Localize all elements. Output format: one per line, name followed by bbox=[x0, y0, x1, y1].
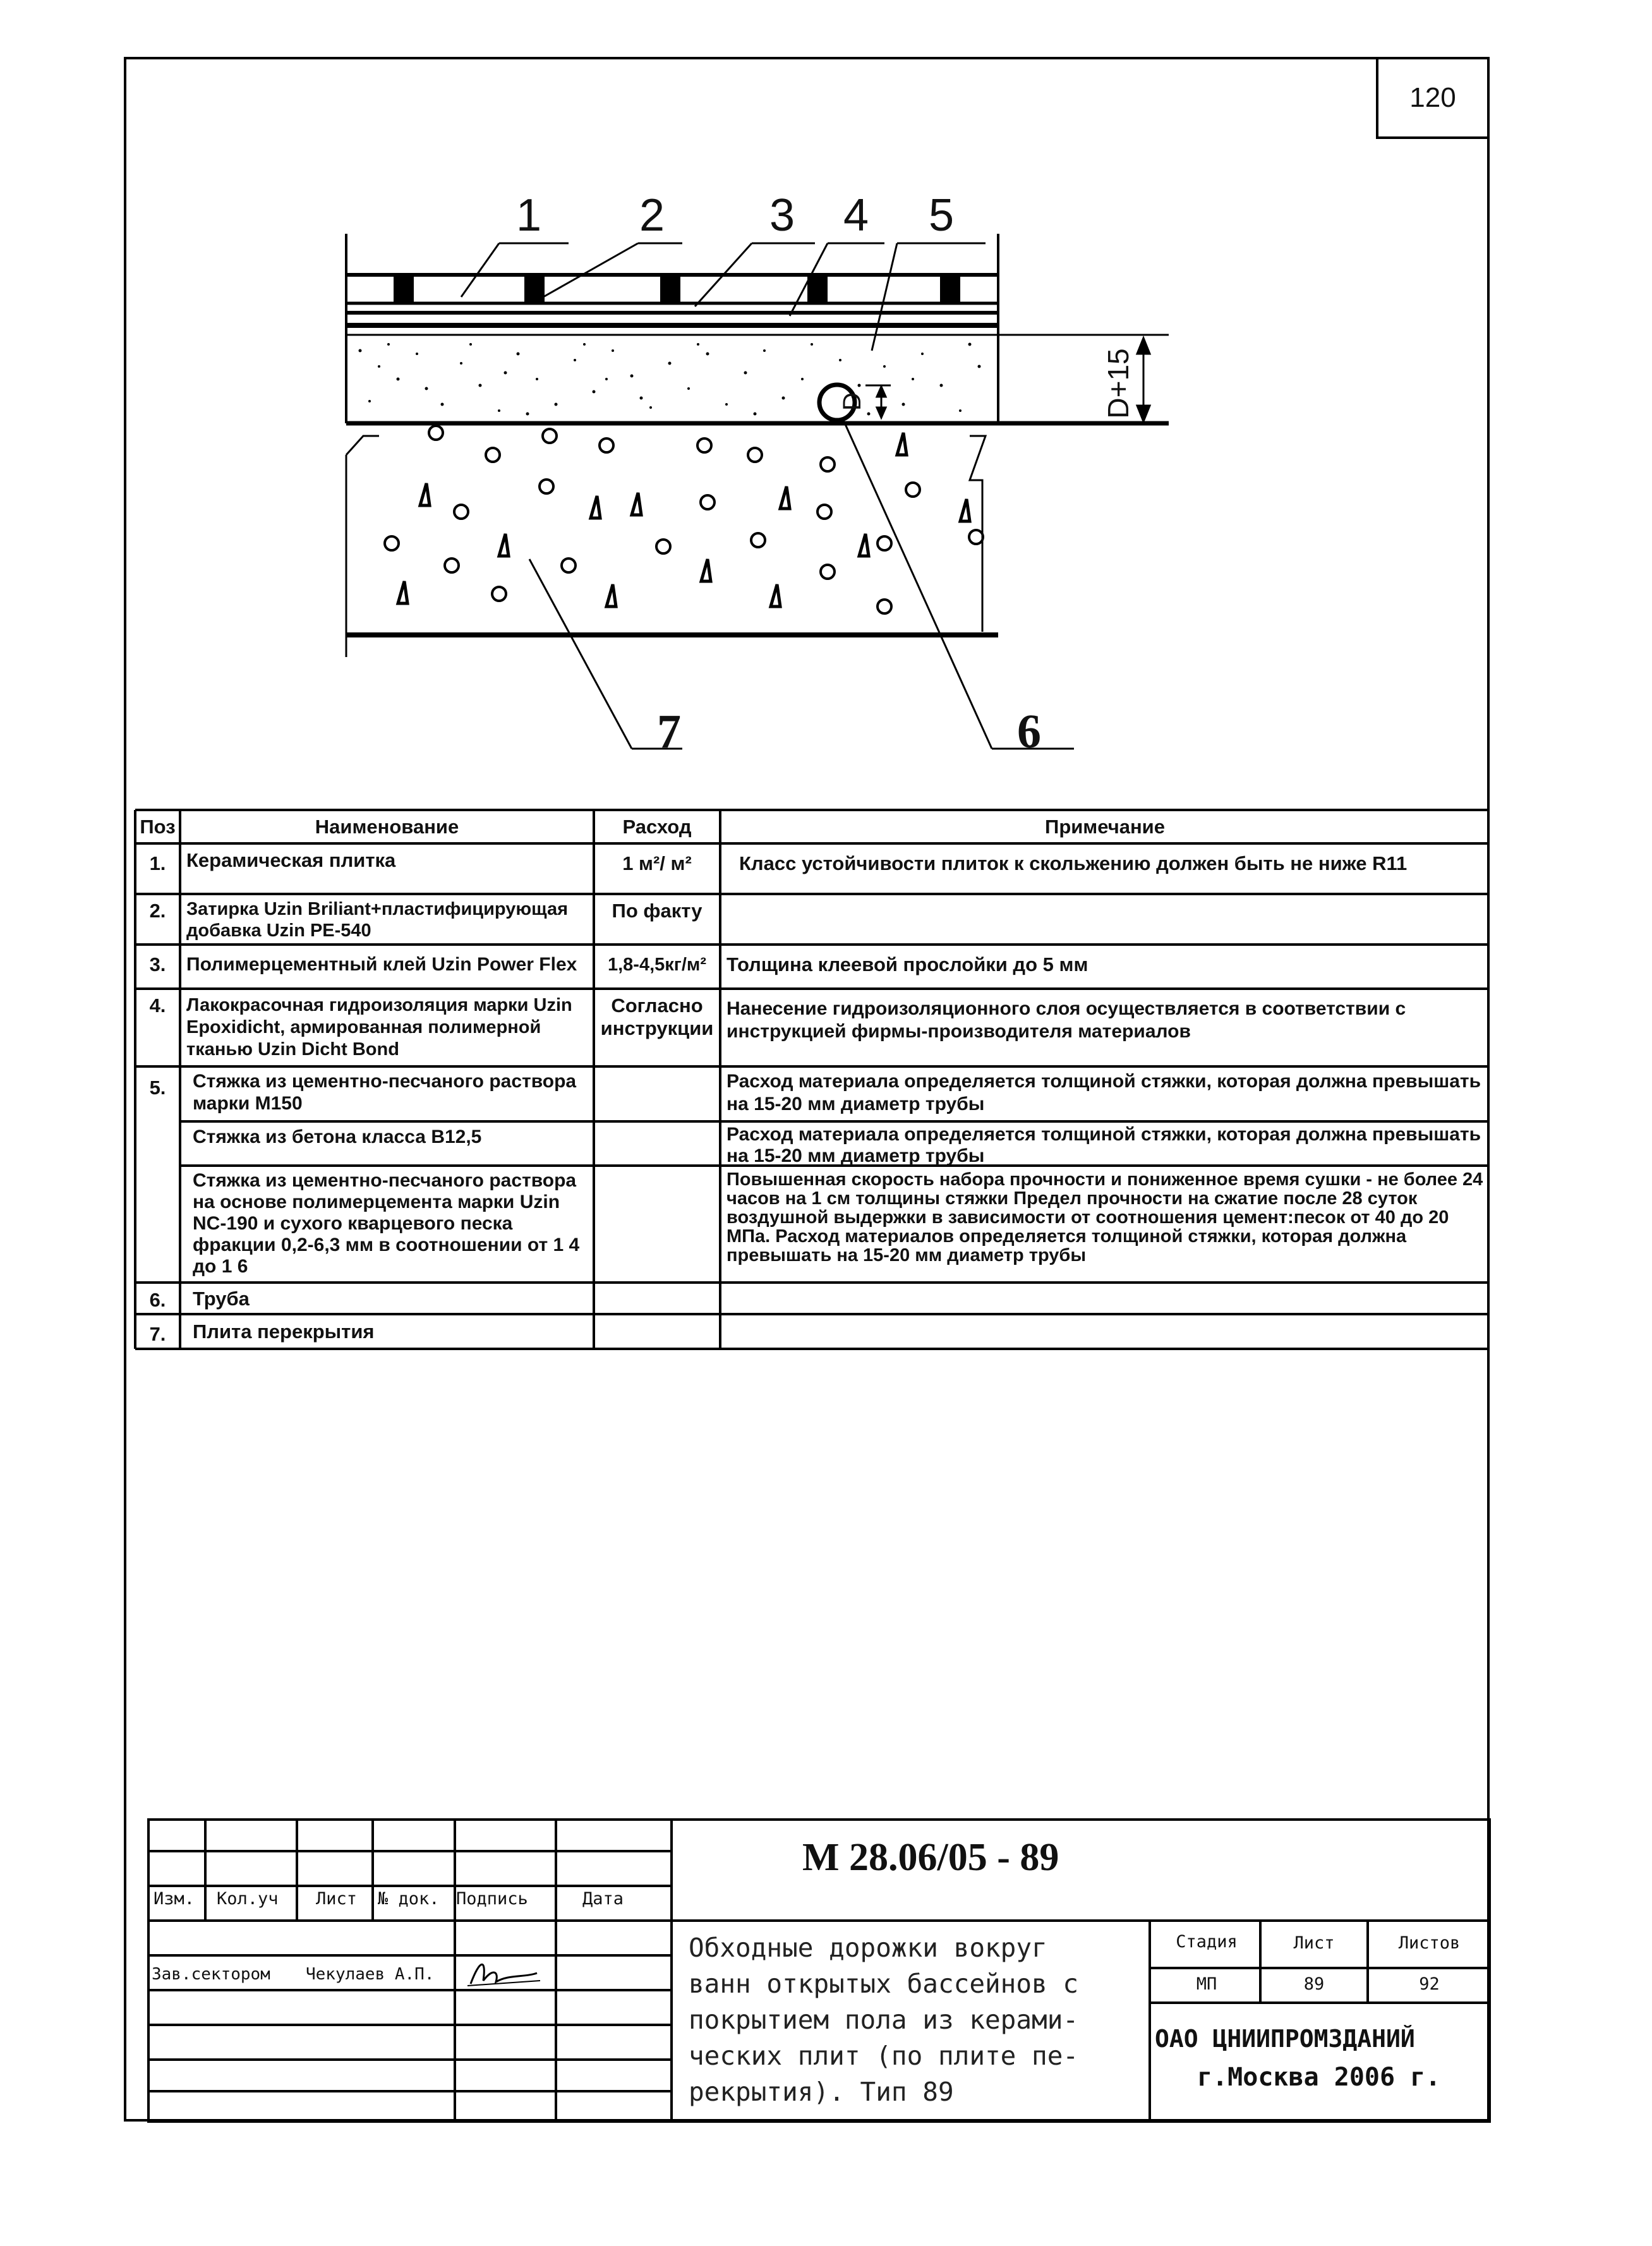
row-5c-name: Стяжка из цементно-песчаного раствора на основе полимерцемента марки Uzin NC-190 и сухого кварцевого песка фракции 0,2-6,3 мм в соотношении от 1 4 до 1 6 bbox=[193, 1170, 580, 1277]
stamp-col-signature: Подпись bbox=[456, 1889, 528, 1909]
signature-scribble bbox=[464, 1955, 546, 1990]
dimension-thickness-label: D+15 bbox=[1102, 348, 1135, 419]
sheet-value: 89 bbox=[1303, 1974, 1325, 1994]
table-header-name: Наименование bbox=[315, 816, 459, 838]
title-line-4: ческих плит (по плите пе- bbox=[689, 2041, 1079, 2071]
callout-6: 6 bbox=[1017, 705, 1041, 758]
callout-2: 2 bbox=[639, 190, 665, 241]
callout-3: 3 bbox=[769, 190, 795, 241]
row-2-pos: 2. bbox=[149, 900, 166, 922]
stamp-person: Чекулаев А.П. bbox=[306, 1965, 435, 1984]
table-header-note: Примечание bbox=[1045, 816, 1165, 838]
callout-7: 7 bbox=[657, 705, 681, 758]
row-4-name: Лакокрасочная гидроизоляция марки Uzin Epoxidicht, армированная полимерной тканью Uzin Dicht Bond bbox=[186, 995, 572, 1060]
row-3-pos: 3. bbox=[149, 953, 166, 975]
document-code: М 28.06/05 - 89 bbox=[802, 1836, 1059, 1879]
title-line-5: рекрытия). Тип 89 bbox=[689, 2077, 954, 2107]
row-7-pos: 7. bbox=[149, 1323, 166, 1345]
row-3-name: Полимерцементный клей Uzin Power Flex bbox=[186, 954, 577, 975]
stamp-col-izm: Изм. bbox=[154, 1889, 195, 1909]
sheets-label: Листов bbox=[1398, 1933, 1461, 1953]
stamp-role: Зав.сектором bbox=[152, 1965, 270, 1984]
row-1-pos: 1. bbox=[149, 852, 166, 874]
city-year: г.Москва 2006 г. bbox=[1197, 2063, 1441, 2092]
row-1-rate: 1 м²/ м² bbox=[622, 852, 692, 874]
page-number: 120 bbox=[1376, 57, 1490, 139]
row-6-name: Труба bbox=[193, 1288, 250, 1310]
row-1-name: Керамическая плитка bbox=[186, 849, 396, 871]
stamp-col-kol-uch: Кол.уч bbox=[217, 1889, 279, 1909]
stamp-col-doc-no: № док. bbox=[378, 1889, 440, 1909]
row-4-rate: Согласно инструкции bbox=[600, 994, 714, 1039]
title-line-2: ванн открытых бассейнов с bbox=[689, 1969, 1079, 1999]
callout-1: 1 bbox=[516, 190, 542, 241]
sheets-value: 92 bbox=[1419, 1974, 1440, 1994]
row-3-rate: 1,8-4,5кг/м² bbox=[607, 955, 707, 975]
row-5b-note: Расход материала определяется толщиной стяжки, которая должна превышать на 15-20 мм диаметр трубы bbox=[727, 1124, 1481, 1166]
organization-name: ОАО ЦНИИПРОМЗДАНИЙ bbox=[1155, 2025, 1415, 2053]
row-4-pos: 4. bbox=[149, 994, 166, 1017]
stage-label: Стадия bbox=[1176, 1932, 1238, 1952]
row-2-rate: По факту bbox=[612, 900, 702, 922]
stage-value: МП bbox=[1196, 1974, 1217, 1994]
row-3-note: Толщина клеевой прослойки до 5 мм bbox=[727, 953, 1088, 975]
row-2-name: Затирка Uzin Briliant+пластифицирующая добавка Uzin PE-540 bbox=[186, 899, 569, 941]
row-1-note: Класс устойчивости плиток к скольжению должен быть не ниже R11 bbox=[739, 852, 1408, 874]
sheet-label: Лист bbox=[1293, 1933, 1335, 1953]
row-5-pos: 5. bbox=[149, 1077, 166, 1099]
dimension-pipe-label: D bbox=[838, 392, 866, 411]
title-line-1: Обходные дорожки вокруг bbox=[689, 1933, 1047, 1963]
callout-5: 5 bbox=[929, 190, 955, 241]
table-header-pos: Поз bbox=[140, 816, 176, 838]
stamp-col-list: Лист bbox=[316, 1889, 358, 1909]
document-title bbox=[689, 1930, 1143, 2110]
row-5c-note: Повышенная скорость набора прочности и пониженное время сушки - не более 24 часов на 1 см толщины стяжки Предел прочности на сжатие после 28 суток воздушной выдержки в зависимости от соотношения цемент:песок от 40 до 20 МПа. Расход материалов определяется толщиной стяжки, которая должна превышать на 15-20 мм диаметр трубы bbox=[727, 1169, 1483, 1265]
row-5a-note: Расход материала определяется толщиной стяжки, которая должна превышать на 15-20 мм диаметр трубы bbox=[727, 1071, 1481, 1114]
row-5a-name: Стяжка из цементно-песчаного раствора марки М150 bbox=[193, 1071, 577, 1114]
row-6-pos: 6. bbox=[149, 1289, 166, 1311]
title-line-3: покрытием пола из керами- bbox=[689, 2005, 1079, 2035]
stamp-col-date: Дата bbox=[582, 1889, 624, 1909]
table-header-rate: Расход bbox=[622, 816, 692, 838]
row-5b-name: Стяжка из бетона класса В12,5 bbox=[193, 1126, 482, 1147]
row-4-note: Нанесение гидроизоляционного слоя осуществляется в соответствии с инструкцией фирмы-производителя материалов bbox=[727, 998, 1406, 1042]
callout-4: 4 bbox=[843, 190, 869, 241]
row-7-name: Плита перекрытия bbox=[193, 1320, 375, 1343]
